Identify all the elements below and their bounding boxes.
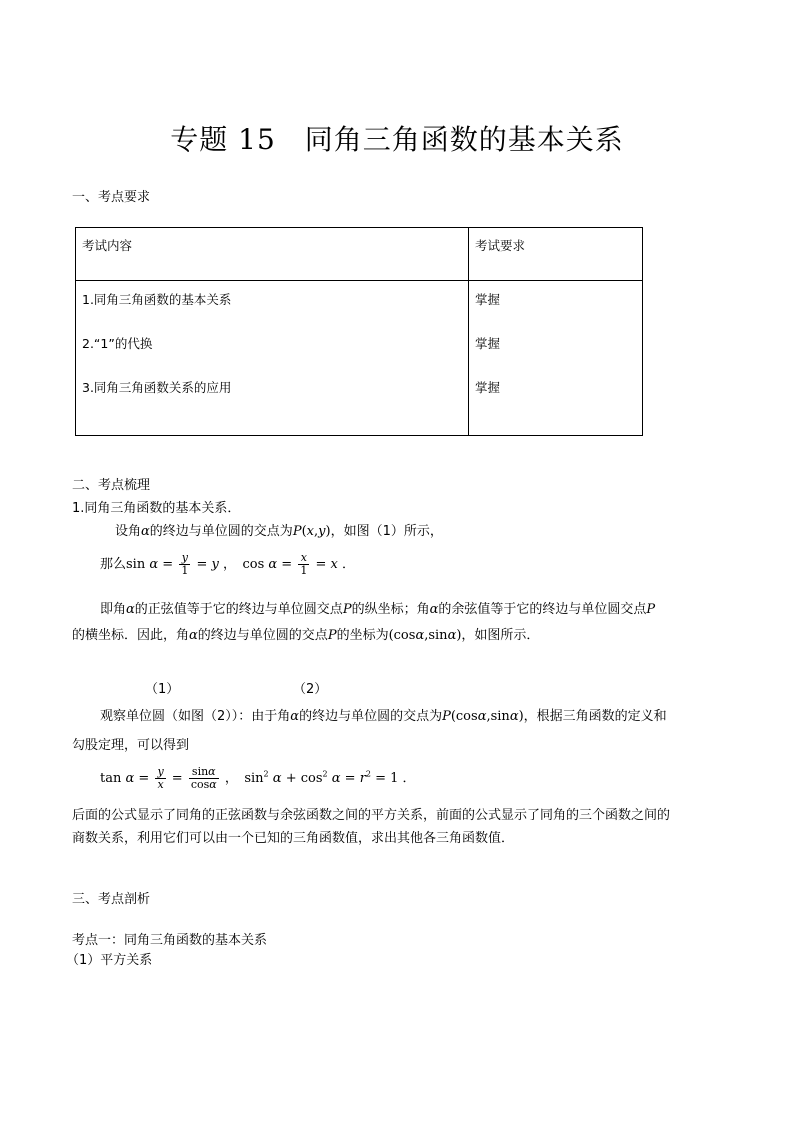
formula-tan-pythagorean: tan α = $\frac{y}{x}$ = $\frac{\sin\alpha}{\cos\alpha}$ ， $\sin^2 \alpha + \cos^2 \alpha = r^2 = 1$ ． (100, 765, 416, 791)
table-header-requirement: 考试要求 (469, 228, 643, 281)
table-cell-requirement (469, 281, 643, 436)
paragraph-8: 后面的公式显示了同角的正弦函数与余弦函数之间的平方关系，前面的公式显示了同角的三个函数之间的 (72, 808, 671, 823)
table-cell: 2.“1”的代换 (82, 336, 153, 351)
paragraph-3: 即角α的正弦值等于它的终边与单位圆交点P的纵坐标；角α的余弦值等于它的终边与单位圆交点P (100, 602, 656, 617)
table-cell: 掌握 (475, 292, 501, 307)
paragraph-6: 勾股定理，可以得到 (72, 738, 190, 753)
requirements-table (75, 227, 643, 436)
table-row (76, 281, 643, 436)
table-header-row (76, 228, 643, 281)
section-heading-2: 二、考点梳理 (72, 478, 151, 493)
table-cell: 3.同角三角函数关系的应用 (82, 380, 232, 395)
math-point: P(x,y) (292, 524, 331, 539)
sub-heading-1: （1）平方关系 (66, 953, 153, 968)
figure-label-1: （1） (145, 682, 180, 697)
paragraph-5: 观察单位圆（如图（2））：由于角α的终边与单位圆的交点为P(cosα,sinα)，根据三角函数的定义和 (100, 709, 667, 724)
topic-heading-1: 考点一：同角三角函数的基本关系 (72, 933, 268, 948)
math-alpha: α (141, 524, 150, 539)
table-header-content: 考试内容 (76, 228, 469, 281)
page-title: 专题 15 同角三角函数的基本关系 (170, 123, 624, 156)
section-heading-1: 一、考点要求 (72, 190, 151, 205)
table-cell: 掌握 (475, 336, 501, 351)
table-cell-content (76, 281, 469, 436)
paragraph-1: 设角α的终边与单位圆的交点为P(x,y)，如图（1）所示， (115, 524, 443, 539)
paragraph-4: 的横坐标．因此，角α的终边与单位圆的交点P的坐标为(cosα,sinα)，如图所示． (72, 628, 540, 643)
table-cell: 1.同角三角函数的基本关系 (82, 292, 232, 307)
item-heading-1: 1.同角三角函数的基本关系． (72, 501, 241, 516)
paragraph-9: 商数关系，利用它们可以由一个已知的三角函数值，求出其他各三角函数值． (72, 831, 515, 846)
table-cell: 掌握 (475, 380, 501, 395)
figure-label-2: （2） (293, 682, 328, 697)
section-heading-3: 三、考点剖析 (72, 892, 151, 907)
formula-sin-cos: 那么sin α = $\frac{y}{1}$ = y ， cos α = $\frac{x}{1}$ = x ． (100, 551, 355, 577)
